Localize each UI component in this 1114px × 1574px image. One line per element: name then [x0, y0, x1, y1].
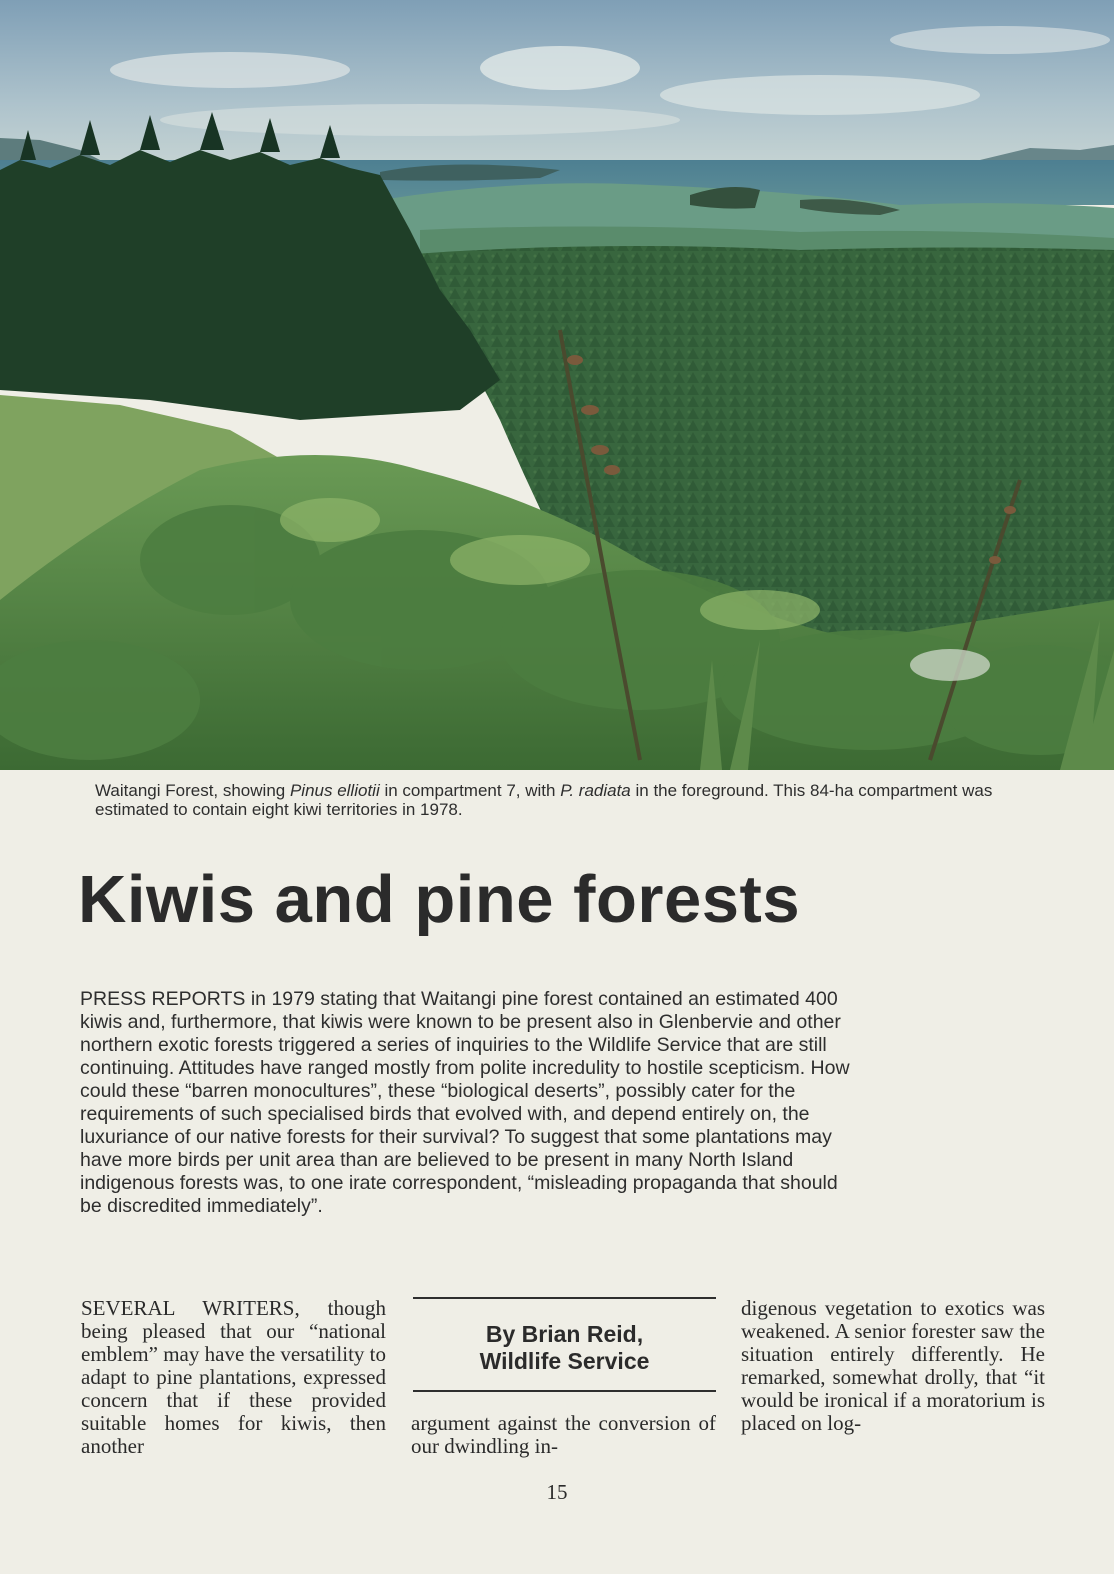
caption-part-2: in compartment 7, with — [379, 781, 561, 800]
body-column-1: SEVERAL WRITERS, though being pleased that our “national emblem” may have the versatility to adapt to pine plantations, expressed concern that if these provided suitable homes for kiwis, then another — [81, 1296, 386, 1458]
caption-species-2: P. radiata — [560, 781, 631, 800]
byline — [413, 1297, 716, 1392]
landscape-photo — [0, 0, 1114, 770]
photo-caption — [95, 781, 1055, 819]
body-column-2: argument against the conversion of our dwindling in- — [411, 1411, 716, 1458]
caption-part-3: in the foreground. This 84-ha compartment was estimated to contain eight kiwi territories in 1978. — [95, 781, 993, 819]
body-column-3: digenous vegetation to exotics was weakened. A senior forester saw the situation entirely differently. He remarked, somewhat drolly, that “it would be ironical if a moratorium is placed on log- — [741, 1296, 1045, 1435]
caption-part-1: Waitangi Forest, showing — [95, 781, 290, 800]
article-title: Kiwis and pine forests — [78, 862, 801, 937]
byline-organization: Wildlife Service — [479, 1348, 650, 1374]
article-lead: PRESS REPORTS in 1979 stating that Waitangi pine forest contained an estimated 400 kiwis and, furthermore, that kiwis were known to be present also in Glenbervie and other northern exotic forests triggered a series of inquiries to the Wildlife Service that are still continuing. Attitudes have ranged mostly from polite incredulity to hostile scepticism. How could these “barren monocultures”, these “biological deserts”, possibly cater for the requirements of such specialised birds that evolved with, and depend entirely on, the luxuriance of our native forests for their survival? To suggest that some plantations may have more birds per unit area than are believed to be present in many North Island indigenous forests was, to one irate correspondent, “misleading propaganda that should be discredited immediately”. — [80, 988, 850, 1217]
page-number: 15 — [546, 1480, 568, 1504]
caption-species-1: Pinus elliotii — [289, 781, 380, 800]
byline-author: By Brian Reid, — [485, 1321, 644, 1347]
